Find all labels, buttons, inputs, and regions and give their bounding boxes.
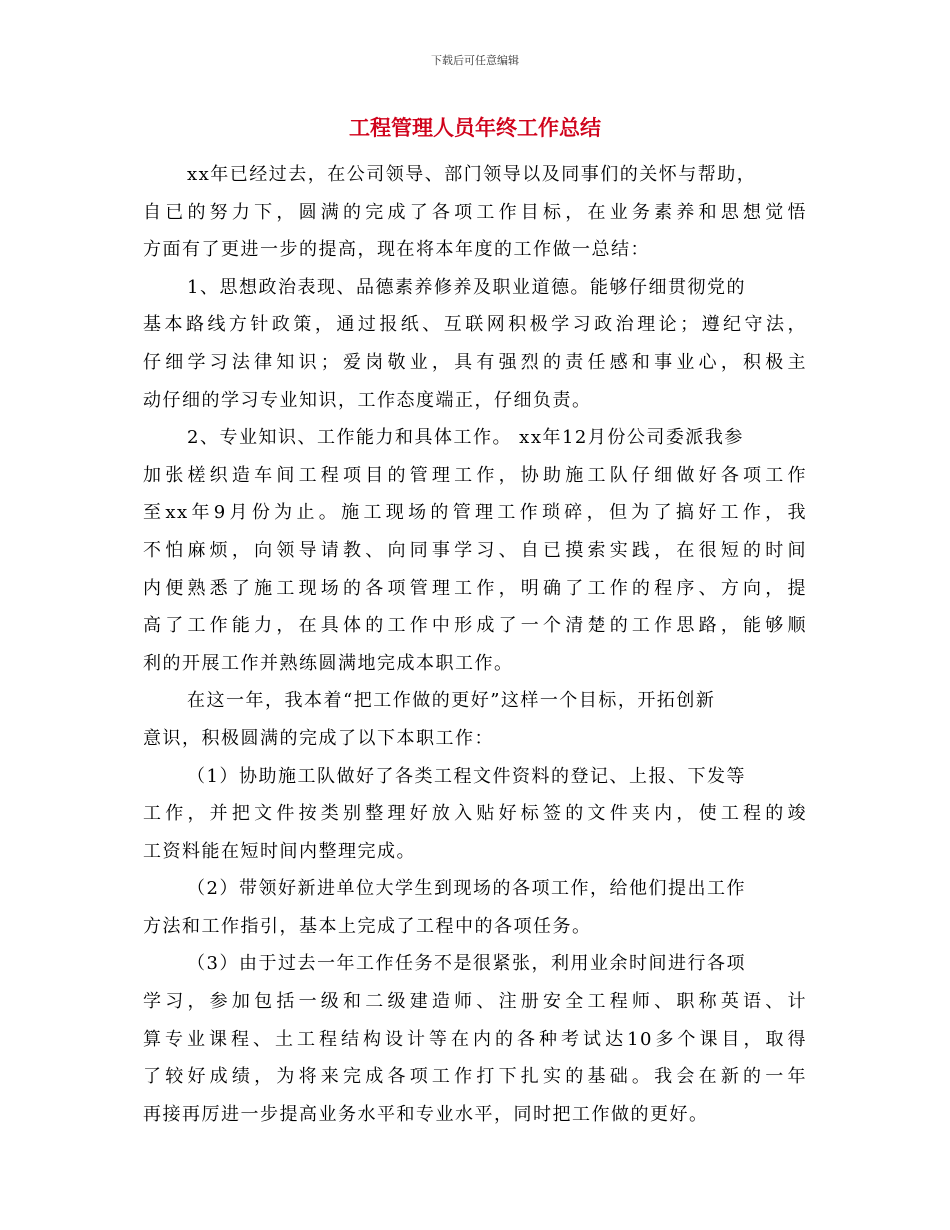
paragraph-line: 工资料能在短时间内整理完成。: [143, 840, 416, 862]
paragraph-line: 高了工作能力，在具体的工作中形成了一个清楚的工作思路，能够顺: [143, 615, 807, 637]
paragraph-line: 在这一年，我本着“把工作做的更好”这样一个目标，开拓创新: [187, 690, 716, 712]
paragraph-line: 学习，参加包括一级和二级建造师、注册安全工程师、职称英语、计: [143, 991, 807, 1013]
paragraph-line: 仔细学习法律知识；爱岗敬业，具有强烈的责任感和事业心，积极主: [143, 351, 807, 373]
paragraph-line: 不怕麻烦，向领导请教、向同事学习、自已摸索实践，在很短的时间: [143, 539, 807, 561]
paragraph-line: 了较好成绩，为将来完成各项工作打下扎实的基础。我会在新的一年: [143, 1066, 807, 1088]
paragraph-line: （1）协助施工队做好了各类工程文件资料的登记、上报、下发等: [187, 765, 746, 787]
header-note: 下载后可任意编辑: [431, 54, 519, 67]
paragraph-line: 再接再厉进一步提高业务水平和专业水平，同时把工作做的更好。: [143, 1103, 709, 1125]
paragraph-line: 基本路线方针政策，通过报纸、互联网积极学习政治理论；遵纪守法，: [143, 314, 807, 336]
paragraph-line: 加张槎织造车间工程项目的管理工作，协助施工队仔细做好各项工作: [143, 464, 807, 486]
paragraph-line: 意识，积极圆满的完成了以下本职工作：: [143, 727, 494, 749]
paragraph-line: 方法和工作指引，基本上完成了工程中的各项任务。: [143, 915, 592, 937]
paragraph-line: 至xx年9月份为止。施工现场的管理工作琐碎，但为了搞好工作，我: [143, 502, 807, 524]
document-body: [143, 156, 807, 1133]
paragraph-line: 1、思想政治表现、品德素养修养及职业道德。能够仔细贯彻党的: [187, 276, 746, 298]
paragraph-line: 方面有了更进一步的提高，现在将本年度的工作做一总结：: [143, 239, 650, 261]
paragraph-line: xx年已经过去，在公司领导、部门领导以及同事们的关怀与帮助，: [187, 164, 757, 185]
paragraph-line: 2、专业知识、工作能力和具体工作。 xx年12月份公司委派我参: [187, 427, 744, 449]
paragraph-line: （3）由于过去一年工作任务不是很紧张，利用业余时间进行各项: [187, 953, 746, 975]
paragraph-line: 利的开展工作并熟练圆满地完成本职工作。: [143, 652, 514, 674]
paragraph-line: 自已的努力下，圆满的完成了各项工作目标，在业务素养和思想觉悟: [143, 201, 807, 223]
paragraph-line: （2）带领好新进单位大学生到现场的各项工作，给他们提出工作: [187, 878, 746, 900]
page-title: 工程管理人员年终工作总结: [349, 116, 601, 140]
paragraph-line: 内便熟悉了施工现场的各项管理工作，明确了工作的程序、方向，提: [143, 577, 807, 599]
paragraph-line: 动仔细的学习专业知识，工作态度端正，仔细负责。: [143, 389, 592, 411]
paragraph-line: 算专业课程、土工程结构设计等在内的各种考试达10多个课目，取得: [143, 1028, 807, 1050]
paragraph-line: 工作，并把文件按类别整理好放入贴好标签的文件夹内，使工程的竣: [143, 803, 807, 825]
